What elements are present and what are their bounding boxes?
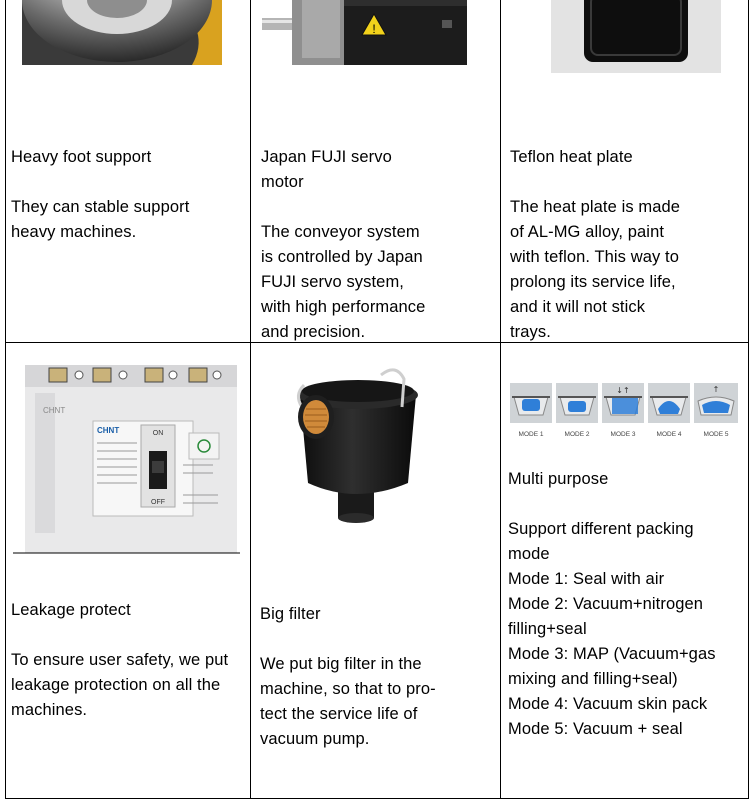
heavy-foot-title: Heavy foot support: [11, 148, 152, 166]
multi-purpose-cell: [508, 442, 746, 742]
mode-4-icon: [648, 383, 690, 423]
big-filter-image: [286, 355, 436, 525]
breaker-brand: CHNT: [97, 426, 120, 435]
column-divider: [250, 0, 251, 798]
multi-purpose-title: Multi purpose: [508, 470, 609, 488]
teflon-plate-description: The heat plate is made of AL-MG alloy, paint with teflon. This way to prolong its service life, and it will not stick trays.: [510, 198, 681, 341]
heavy-foot-cell: [11, 120, 247, 245]
servo-motor-cell: [261, 120, 497, 345]
mode-label: MODE 1: [518, 431, 544, 438]
mode-label: MODE 4: [656, 431, 682, 438]
svg-text:↑: ↑: [712, 385, 720, 394]
big-filter-description: We put big filter in the machine, so that to pro- tect the service life of vacuum pump.: [260, 655, 436, 748]
leakage-protect-description: To ensure user safety, we put leakage protection on all the machines.: [11, 651, 229, 719]
mode-2-icon: [556, 383, 598, 423]
leakage-protect-title: Leakage protect: [11, 601, 131, 619]
svg-text:!: !: [372, 22, 376, 36]
teflon-plate-title: Teflon heat plate: [510, 148, 633, 166]
svg-text:↓↑: ↓↑: [616, 386, 630, 395]
heavy-foot-description: They can stable support heavy machines.: [11, 198, 190, 241]
leakage-breaker-image: [13, 355, 240, 554]
mode-1-icon: [510, 383, 552, 423]
mode-3-icon: [602, 383, 644, 423]
servo-motor-title: Japan FUJI servo motor: [261, 148, 392, 191]
breaker-off-label: OFF: [151, 499, 165, 506]
mode-label: MODE 3: [610, 431, 636, 438]
teflon-plate-image: [551, 0, 721, 73]
column-divider: [500, 0, 501, 798]
servo-motor-image: [262, 0, 467, 65]
multi-purpose-description: Support different packing mode Mode 1: Seal with air Mode 2: Vacuum+nitrogen filling+seal Mode 3: MAP (Vacuum+gas mixing and filling+seal) Mode 4: Vacuum skin pack Mode 5: Vacuum + seal: [508, 520, 716, 738]
mode-label: MODE 5: [703, 431, 729, 438]
packing-modes-diagram: [509, 383, 739, 439]
breaker-on-label: ON: [152, 430, 164, 437]
big-filter-cell: [260, 577, 498, 752]
teflon-plate-cell: [510, 120, 746, 345]
mode-5-icon: [694, 383, 738, 423]
servo-motor-description: The conveyor system is controlled by Japan FUJI servo system, with high performance and precision.: [261, 223, 426, 341]
heavy-foot-image: [22, 0, 222, 65]
big-filter-title: Big filter: [260, 605, 321, 623]
leakage-protect-cell: [11, 573, 249, 723]
mode-label: MODE 2: [564, 431, 590, 438]
breaker-side-brand: CHNT: [43, 406, 66, 415]
